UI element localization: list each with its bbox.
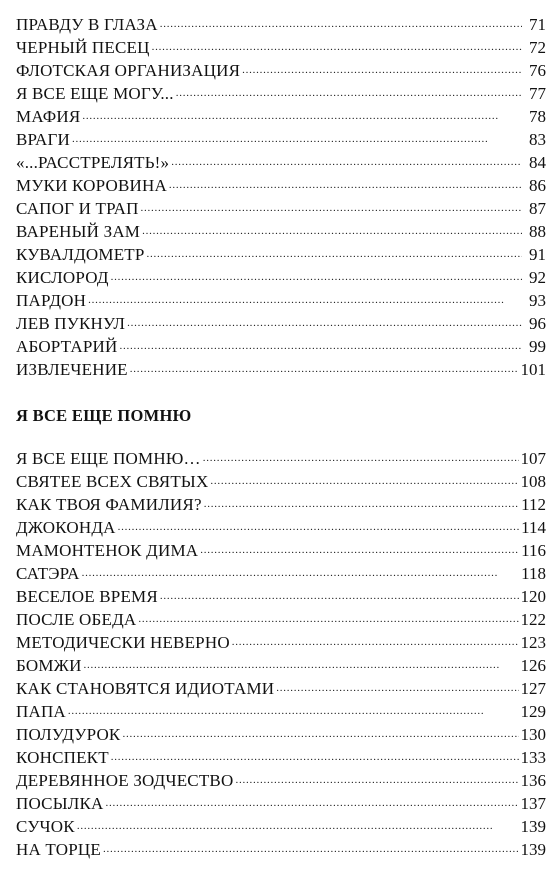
toc-entry-title: КОНСПЕКТ	[16, 748, 109, 767]
toc-entry-title: МЕТОДИЧЕСКИ НЕВЕРНО	[16, 633, 230, 652]
toc-entry-title: Я ВСЕ ЕЩЕ МОГУ...	[16, 84, 174, 103]
toc-entry-title: ДЖОКОНДА	[16, 518, 116, 537]
toc-entry-page-number: 71	[529, 15, 546, 34]
toc-entry-title: ФЛОТСКАЯ ОРГАНИЗАЦИЯ	[16, 61, 241, 80]
toc-entry-title: КАК ТВОЯ ФАМИЛИЯ?	[16, 495, 202, 514]
table-of-contents	[16, 13, 546, 861]
toc-entry-title: КАК СТАНОВЯТСЯ ИДИОТАМИ	[16, 679, 275, 698]
toc-entry-page-number: 92	[529, 268, 546, 287]
toc-entry-page-number: 99	[529, 337, 546, 356]
toc-entry-page-number: 130	[520, 725, 546, 744]
section-heading: Я ВСЕ ЕЩЕ ПОМНЮ	[16, 406, 192, 425]
toc-entry-title: ЧЕРНЫЙ ПЕСЕЦ	[16, 38, 150, 57]
toc-entry-title: ПОСЛЕ ОБЕДА	[16, 610, 137, 629]
toc-entry-title: САПОГ И ТРАП	[16, 199, 139, 218]
toc-section-2-list	[16, 447, 546, 861]
toc-entry-page-number: 91	[529, 245, 546, 264]
toc-entry-page-number: 76	[529, 61, 546, 80]
toc-entry-page-number: 120	[520, 587, 546, 606]
toc-entry-title: МУКИ КОРОВИНА	[16, 176, 167, 195]
toc-entry-title: «...РАССТРЕЛЯТЬ!»	[16, 153, 170, 172]
toc-entry-page-number: 87	[529, 199, 546, 218]
toc-entry-page-number: 96	[529, 314, 546, 333]
toc-entry-title: КИСЛОРОД	[16, 268, 109, 287]
toc-entry-title: АБОРТАРИЙ	[16, 337, 118, 356]
toc-entry-page-number: 123	[520, 633, 546, 652]
toc-entry-page-number: 133	[520, 748, 546, 767]
toc-entry-page-number: 139	[520, 840, 546, 859]
toc-entry-page-number: 118	[521, 564, 546, 583]
toc-entry-title: ВРАГИ	[16, 130, 71, 149]
toc-entry-page-number: 139	[520, 817, 546, 836]
toc-entry-page-number: 83	[529, 130, 546, 149]
toc-entry-page-number: 107	[520, 449, 546, 468]
toc-entry-page-number: 126	[520, 656, 546, 675]
toc-entry-title: ПРАВДУ В ГЛАЗА	[16, 15, 158, 34]
toc-entry-page-number: 129	[520, 702, 546, 721]
toc-entry-title: НА ТОРЦЕ	[16, 840, 101, 859]
toc-entry-page-number: 78	[529, 107, 546, 126]
toc-entry-title: ПОСЫЛКА	[16, 794, 104, 813]
toc-entry-title: ВАРЕНЫЙ ЗАМ	[16, 222, 141, 241]
toc-entry-title: ДЕРЕВЯННОЕ ЗОДЧЕСТВО	[16, 771, 234, 790]
toc-entry-page-number: 77	[529, 84, 546, 103]
toc-entry-page-number: 136	[520, 771, 546, 790]
toc-entry-page-number: 86	[529, 176, 546, 195]
toc-entry-title: ВЕСЕЛОЕ ВРЕМЯ	[16, 587, 158, 606]
toc-entry-page-number: 108	[520, 472, 546, 491]
toc-entry-title: ЛЕВ ПУКНУЛ	[16, 314, 126, 333]
toc-entry-title: ПАРДОН	[16, 291, 87, 310]
toc-entry-title: САТЭРА	[16, 564, 80, 583]
toc-entry-page-number: 116	[521, 541, 546, 560]
dot-leader	[103, 835, 519, 861]
toc-entry-page-number: 114	[521, 518, 546, 537]
dot-leader	[130, 355, 519, 381]
toc-entry-title: МАМОНТЕНОК ДИМА	[16, 541, 199, 560]
toc-entry-page-number: 93	[529, 291, 546, 310]
toc-entry-title: МАФИЯ	[16, 107, 81, 126]
toc-entry-title: Я ВСЕ ЕЩЕ ПОМНЮ…	[16, 449, 201, 468]
toc-entry-title: ИЗВЛЕЧЕНИЕ	[16, 360, 128, 379]
toc-entry-page-number: 84	[529, 153, 546, 172]
toc-entry-page-number: 101	[520, 360, 546, 379]
toc-section-1-list	[16, 13, 546, 381]
toc-entry-page-number: 88	[529, 222, 546, 241]
toc-entry-page-number: 127	[520, 679, 546, 698]
toc-entry	[16, 838, 546, 861]
toc-entry-title: ПОЛУДУРОК	[16, 725, 121, 744]
toc-entry-title: СВЯТЕЕ ВСЕХ СВЯТЫХ	[16, 472, 209, 491]
toc-entry-title: БОМЖИ	[16, 656, 82, 675]
toc-entry-page-number: 122	[520, 610, 546, 629]
toc-entry-title: СУЧОК	[16, 817, 75, 836]
toc-entry-title: ПАПА	[16, 702, 66, 721]
toc-entry-title: КУВАЛДОМЕТР	[16, 245, 145, 264]
toc-entry-page-number: 137	[520, 794, 546, 813]
toc-entry	[16, 358, 546, 381]
toc-entry-page-number: 72	[529, 38, 546, 57]
toc-entry-page-number: 112	[521, 495, 546, 514]
